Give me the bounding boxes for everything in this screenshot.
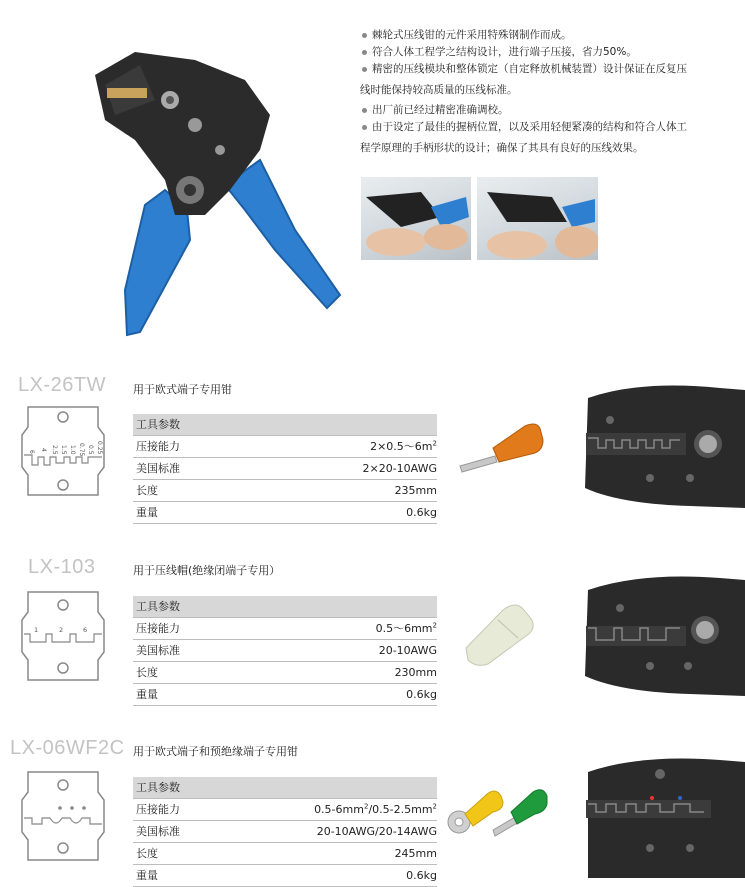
spec-key: 长度 [136, 666, 158, 679]
spec-key: 压接能力 [136, 440, 180, 453]
model-name: LX-06WF2C [10, 737, 125, 759]
feature-item: 符合人体工程学之结构设计，进行端子压接，省力50%。 [360, 44, 740, 61]
die-size-label: 2.5 [51, 445, 58, 455]
die-size-label: 6 [83, 626, 88, 634]
feature-item: 出厂前已经过精密准确调校。 [360, 102, 740, 119]
spec-key: 重量 [136, 869, 158, 882]
model-name: LX-103 [28, 556, 96, 578]
die-size-label: 4 [40, 448, 47, 452]
spec-row [133, 799, 437, 821]
product-description: 用于欧式端子专用钳 [133, 383, 232, 396]
spec-value: 0.6kg [406, 506, 437, 519]
spec-key: 压接能力 [136, 622, 180, 635]
usage-photo-1 [361, 177, 471, 260]
spec-key: 重量 [136, 506, 158, 519]
spec-value: $2\times 0.5\sim 6m^2$ [370, 439, 437, 453]
spec-value: $0.5\sim 6mm^2$ [375, 621, 437, 635]
ratchet-crimping-plier-image [95, 40, 355, 340]
spec-value: 245mm [394, 847, 437, 860]
spec-table [133, 596, 437, 706]
spec-value: 230mm [394, 666, 437, 679]
spec-key: 长度 [136, 484, 158, 497]
plier-head-image [580, 378, 745, 518]
spec-value: 20-10AWG [378, 644, 437, 657]
product-description: 用于欧式端子和预绝缘端子专用钳 [133, 745, 298, 758]
spec-row [133, 458, 437, 480]
spec-row [133, 480, 437, 502]
spec-row [133, 436, 437, 458]
spec-key: 美国标准 [136, 644, 180, 657]
crimp-die-diagram [20, 770, 106, 862]
die-size-label: 0.75 [78, 443, 85, 457]
spec-table-header: 工具参数 [133, 414, 437, 436]
spec-key: 压接能力 [136, 803, 180, 816]
plier-head-image [580, 568, 745, 706]
spec-value: 235mm [394, 484, 437, 497]
feature-continuation: 程学原理的手柄形状的设计；确保了其具有良好的压线效果。 [360, 142, 644, 154]
ferrule-terminal-image [455, 418, 545, 478]
die-size-label: 1.5 [60, 445, 67, 455]
spec-row [133, 684, 437, 706]
spec-value: $0.5-6mm^2/0.5-2.5mm^2$ [314, 802, 437, 816]
closed-end-connector-image [458, 598, 538, 666]
spec-row [133, 865, 437, 887]
die-size-label: 0.5 [87, 445, 94, 455]
spec-table-header: 工具参数 [133, 777, 437, 799]
die-size-label: 0.25 [96, 441, 103, 455]
spec-value: 0.6kg [406, 688, 437, 701]
spec-table-header: 工具参数 [133, 596, 437, 618]
spec-row [133, 502, 437, 524]
spec-row [133, 843, 437, 865]
spec-row [133, 821, 437, 843]
spec-row [133, 618, 437, 640]
feature-continuation: 线时能保持较高质量的压线标准。 [360, 84, 518, 96]
spec-key: 长度 [136, 847, 158, 860]
spec-value: 20-10AWG/20-14AWG [316, 825, 437, 838]
spec-key: 美国标准 [136, 462, 180, 475]
spec-value: 2×20-10AWG [362, 462, 437, 475]
spec-table [133, 777, 437, 887]
die-size-label: 1.0 [69, 445, 76, 455]
feature-item: 棘轮式压线钳的元件采用特殊钢制作而成。 [360, 27, 740, 44]
product-description: 用于压线帽(绝缘闭端子专用） [133, 564, 281, 577]
feature-item: 精密的压线模块和整体锁定（自定释放机械装置）设计保证在反复压 [360, 61, 740, 78]
model-name: LX-26TW [18, 374, 106, 396]
die-size-label: 2 [59, 626, 64, 634]
spec-row [133, 640, 437, 662]
crimp-die-diagram [20, 405, 106, 497]
feature-list [360, 27, 740, 160]
ring-and-ferrule-terminals-image [445, 782, 550, 842]
spec-key: 重量 [136, 688, 158, 701]
spec-table [133, 414, 437, 524]
usage-photo-2 [477, 177, 598, 260]
feature-item: 由于设定了最佳的握柄位置，以及采用轻便紧凑的结构和符合人体工 [360, 119, 740, 136]
die-size-label: 6 [28, 450, 35, 454]
spec-value: 0.6kg [406, 869, 437, 882]
plier-head-image [580, 748, 745, 878]
die-size-label: 1 [34, 626, 39, 634]
spec-row [133, 662, 437, 684]
crimp-die-diagram [20, 590, 106, 682]
spec-key: 美国标准 [136, 825, 180, 838]
